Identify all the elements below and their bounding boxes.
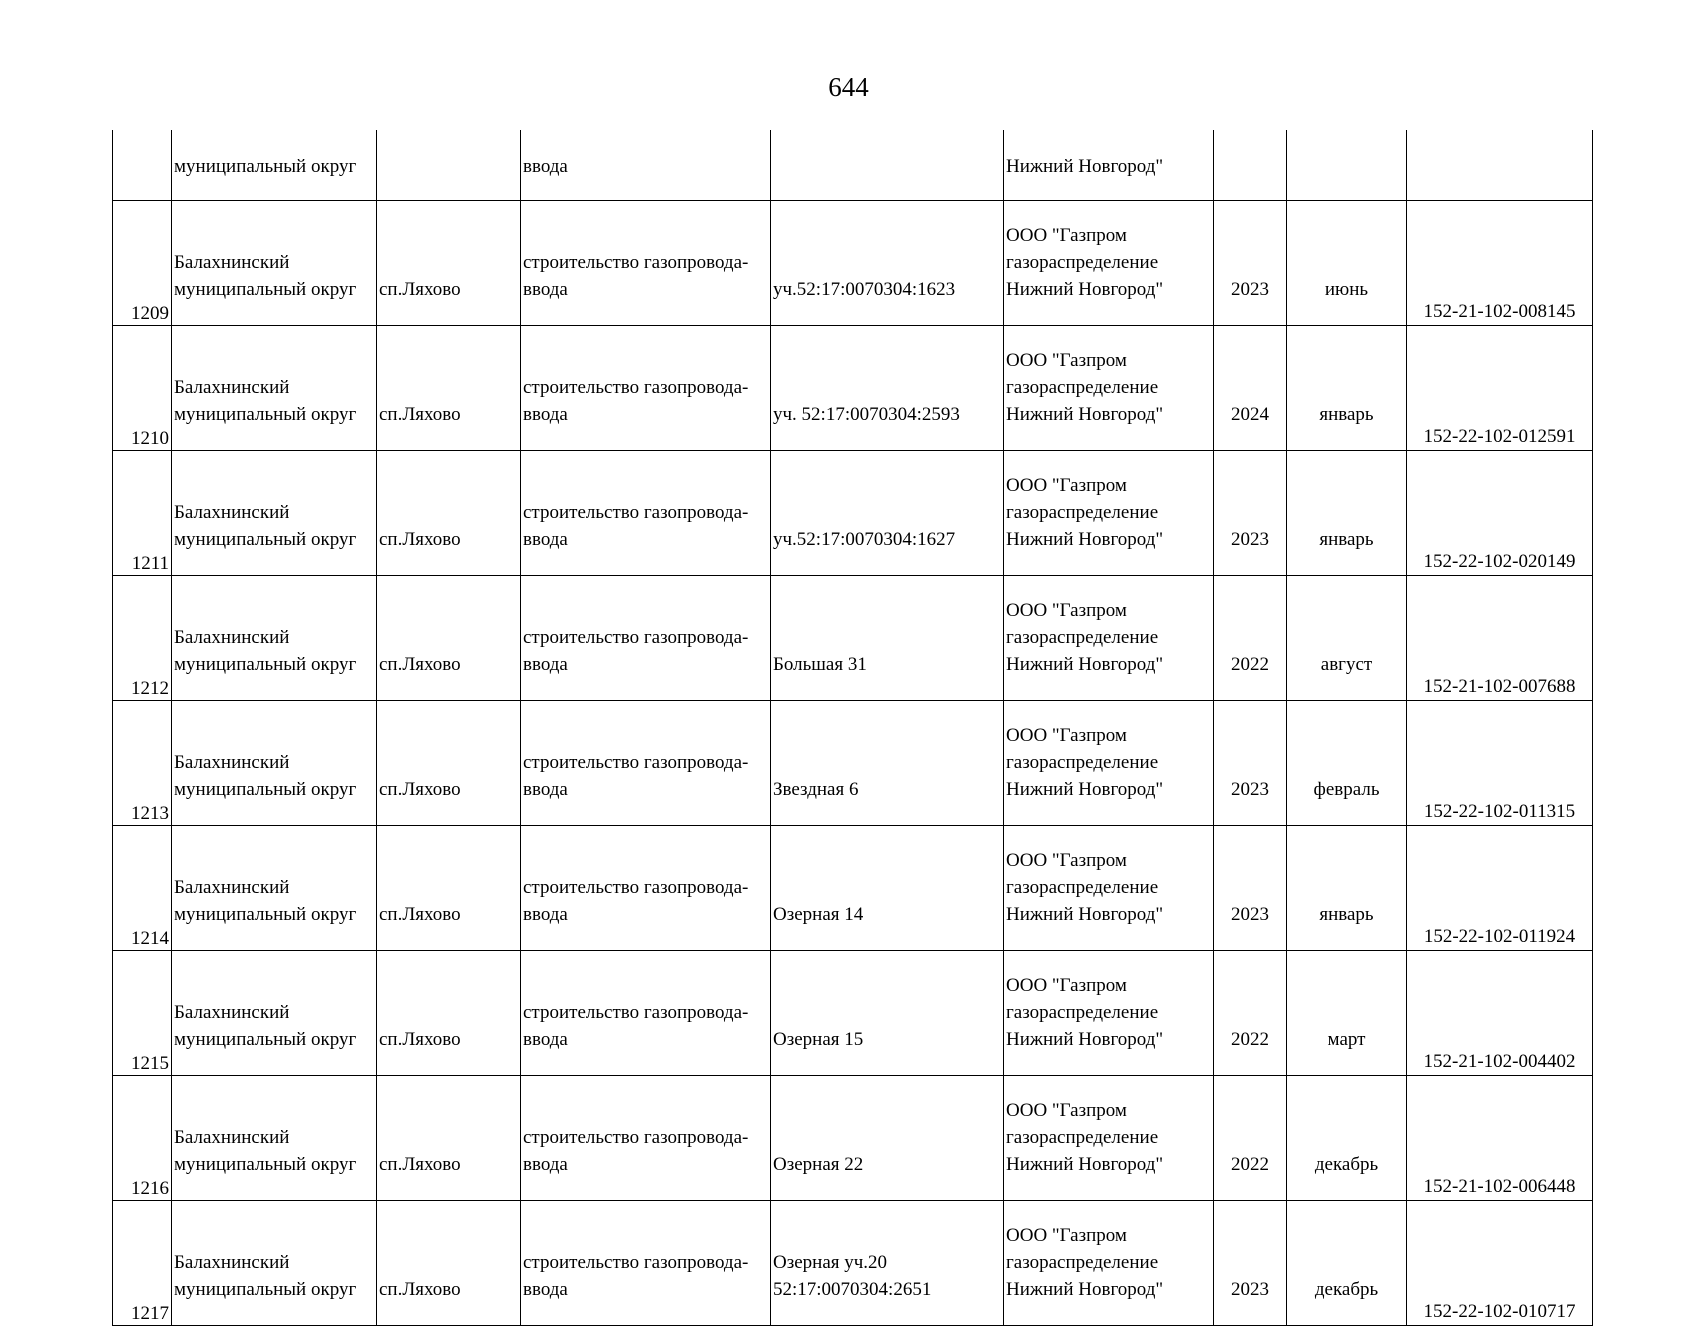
settlement-cell [377, 451, 521, 576]
organization-cell [1004, 1076, 1214, 1201]
settlement-cell [377, 201, 521, 326]
year-cell [1214, 576, 1287, 701]
table-row [113, 1201, 1593, 1326]
organization-cell-line: ООО "Газпром [1006, 350, 1127, 371]
municipality-cell [172, 951, 377, 1076]
address-cell [771, 826, 1004, 951]
code-cell [1407, 826, 1593, 951]
table-row [113, 1076, 1593, 1201]
organization-cell [1004, 326, 1214, 451]
address-cell-line: Озерная уч.20 [773, 1252, 888, 1273]
work-type-cell-line: ввода [523, 1154, 568, 1175]
municipality-cell-line: муниципальный округ [174, 1279, 357, 1300]
month-cell-line: июнь [1324, 279, 1369, 300]
organization-cell [1004, 951, 1214, 1076]
organization-cell-line: ООО "Газпром [1006, 1100, 1127, 1121]
municipality-cell-line: Балахнинский [174, 252, 290, 273]
work-type-cell: ввода [521, 130, 771, 201]
month-cell [1287, 326, 1407, 451]
municipality-cell-line: муниципальный округ [174, 654, 357, 675]
organization-cell-line: Нижний Новгород" [1006, 1029, 1164, 1050]
address-cell-line: Звездная 6 [773, 779, 859, 800]
row-number-cell-line: 1216 [131, 1178, 169, 1199]
organization-cell-line: ООО "Газпром [1006, 725, 1127, 746]
municipality-cell-line: Балахнинский [174, 1002, 290, 1023]
month-cell [1287, 201, 1407, 326]
year-cell-line: 2024 [1231, 404, 1269, 425]
organization-cell-line: Нижний Новгород" [1006, 1279, 1164, 1300]
row-number-cell-line: 1210 [131, 428, 169, 449]
address-cell-line: уч.52:17:0070304:1623 [773, 279, 956, 300]
year-cell [1214, 326, 1287, 451]
code-cell-line: 152-21-102-008145 [1423, 301, 1576, 322]
municipality-cell-line: муниципальный округ [174, 1154, 357, 1175]
year-cell-line: 2022 [1231, 1154, 1269, 1175]
municipality-cell [172, 201, 377, 326]
organization-cell-line: ООО "Газпром [1006, 975, 1127, 996]
year-cell [1214, 701, 1287, 826]
row-number-cell [113, 1201, 172, 1326]
settlement-cell [377, 326, 521, 451]
organization-cell-line: ООО "Газпром [1006, 1225, 1127, 1246]
address-cell [771, 1076, 1004, 1201]
row-number-cell [113, 826, 172, 951]
code-cell [1407, 201, 1593, 326]
work-type-cell [521, 1076, 771, 1201]
work-type-cell-line: ввода [523, 779, 568, 800]
month-cell [1287, 576, 1407, 701]
address-cell-line: Озерная 15 [773, 1029, 864, 1050]
work-type-cell-line: ввода [523, 529, 568, 550]
code-cell [1407, 576, 1593, 701]
month-cell-line: январь [1319, 529, 1374, 550]
address-cell [771, 576, 1004, 701]
row-number-cell [113, 951, 172, 1076]
month-cell-line: декабрь [1314, 1154, 1379, 1175]
row-number-cell [113, 201, 172, 326]
code-cell-line: 152-21-102-006448 [1423, 1176, 1576, 1197]
work-type-cell-line: ввода [523, 1029, 568, 1050]
work-type-cell-line: ввода [523, 904, 568, 925]
municipality-cell [172, 576, 377, 701]
municipality-cell-line: муниципальный округ [174, 404, 357, 425]
work-type-cell-line: строительство газопровода- [523, 502, 749, 523]
municipality-cell [172, 451, 377, 576]
table-row [113, 701, 1593, 826]
municipality-cell [172, 326, 377, 451]
organization-cell [1004, 201, 1214, 326]
settlement-cell [377, 576, 521, 701]
address-cell [771, 326, 1004, 451]
address-cell-line: 52:17:0070304:2651 [773, 1279, 932, 1300]
address-cell [771, 451, 1004, 576]
row-number-cell [113, 326, 172, 451]
municipality-cell-line: Балахнинский [174, 627, 290, 648]
code-cell-line: 152-21-102-004402 [1423, 1051, 1576, 1072]
code-cell [1407, 701, 1593, 826]
table-row [113, 201, 1593, 326]
settlement-cell [377, 951, 521, 1076]
row-number-cell [113, 576, 172, 701]
month-cell-line: декабрь [1314, 1279, 1379, 1300]
settlement-cell [377, 130, 521, 201]
month-cell-line: январь [1319, 904, 1374, 925]
year-cell [1214, 1076, 1287, 1201]
work-type-cell [521, 701, 771, 826]
organization-cell-line: газораспределение [1006, 377, 1159, 398]
organization-cell-line: ООО "Газпром [1006, 850, 1127, 871]
month-cell [1287, 701, 1407, 826]
year-cell [1214, 451, 1287, 576]
address-cell-line: уч.52:17:0070304:1627 [773, 529, 956, 550]
organization-cell-line: газораспределение [1006, 252, 1159, 273]
work-type-cell [521, 826, 771, 951]
table-row [113, 576, 1593, 701]
work-type-cell-line: строительство газопровода- [523, 752, 749, 773]
organization-cell-line: газораспределение [1006, 1002, 1159, 1023]
settlement-cell-line: сп.Ляхово [379, 404, 461, 425]
settlement-cell [377, 826, 521, 951]
month-cell-line: январь [1319, 404, 1374, 425]
settlement-cell-line: сп.Ляхово [379, 779, 461, 800]
code-cell [1407, 326, 1593, 451]
work-type-cell-line: ввода [523, 654, 568, 675]
settlement-cell-line: сп.Ляхово [379, 279, 461, 300]
year-cell [1214, 826, 1287, 951]
municipality-cell-line: муниципальный округ [174, 1029, 357, 1050]
work-type-cell [521, 451, 771, 576]
gas-pipeline-table [112, 130, 1593, 1326]
address-cell [771, 951, 1004, 1076]
address-cell [771, 201, 1004, 326]
page-number: 644 [828, 72, 869, 102]
table-row [113, 951, 1593, 1076]
month-cell [1287, 451, 1407, 576]
organization-cell-line: Нижний Новгород" [1006, 1154, 1164, 1175]
municipality-cell-line: Балахнинский [174, 752, 290, 773]
table-row [113, 451, 1593, 576]
organization-cell-line: газораспределение [1006, 1252, 1159, 1273]
row-number-cell-line: 1212 [131, 678, 169, 699]
year-cell-line: 2023 [1231, 529, 1269, 550]
table-row [113, 326, 1593, 451]
month-cell [1287, 1201, 1407, 1326]
organization-cell-line: ООО "Газпром [1006, 475, 1127, 496]
month-cell-line: март [1327, 1029, 1366, 1050]
municipality-cell-line: Балахнинский [174, 1127, 290, 1148]
year-cell-line: 2022 [1231, 1029, 1269, 1050]
year-cell-line: 2023 [1231, 904, 1269, 925]
row-number-cell-line: 1214 [131, 928, 169, 949]
address-cell [771, 130, 1004, 201]
month-cell [1287, 826, 1407, 951]
month-cell [1287, 130, 1407, 201]
municipality-cell-line: Балахнинский [174, 877, 290, 898]
municipality-cell-line: муниципальный округ [174, 904, 357, 925]
organization-cell-line: Нижний Новгород" [1006, 654, 1164, 675]
organization-cell-line: газораспределение [1006, 627, 1159, 648]
settlement-cell [377, 1076, 521, 1201]
settlement-cell-line: сп.Ляхово [379, 654, 461, 675]
organization-cell-line: Нижний Новгород" [1006, 404, 1164, 425]
work-type-cell-line: строительство газопровода- [523, 1252, 749, 1273]
address-cell [771, 1201, 1004, 1326]
code-cell-line: 152-22-102-011315 [1423, 801, 1576, 822]
organization-cell [1004, 1201, 1214, 1326]
settlement-cell-line: сп.Ляхово [379, 529, 461, 550]
row-number-cell [113, 130, 172, 201]
municipality-cell [172, 826, 377, 951]
municipality-cell-line: Балахнинский [174, 377, 290, 398]
month-cell [1287, 1076, 1407, 1201]
municipality-cell-line: Балахнинский [174, 502, 290, 523]
year-cell-line: 2023 [1231, 779, 1269, 800]
settlement-cell-line: сп.Ляхово [379, 1154, 461, 1175]
organization-cell-line: ООО "Газпром [1006, 600, 1127, 621]
municipality-cell [172, 1076, 377, 1201]
address-cell-line: Большая 31 [773, 654, 867, 675]
year-cell [1214, 201, 1287, 326]
work-type-cell-line: ввода [523, 1279, 568, 1300]
municipality-cell-line: Балахнинский [174, 1252, 290, 1273]
organization-cell-line: ООО "Газпром [1006, 225, 1127, 246]
organization-cell-line: Нижний Новгород" [1006, 529, 1164, 550]
code-cell [1407, 1201, 1593, 1326]
continuation-row [113, 130, 1593, 201]
row-number-cell-line: 1209 [131, 303, 169, 324]
row-number-cell [113, 1076, 172, 1201]
month-cell-line: август [1320, 654, 1373, 675]
organization-cell-line: Нижний Новгород" [1006, 279, 1164, 300]
organization-cell-line: газораспределение [1006, 1127, 1159, 1148]
organization-cell [1004, 826, 1214, 951]
year-cell-line: 2022 [1231, 654, 1269, 675]
organization-cell [1004, 576, 1214, 701]
organization-cell-line: газораспределение [1006, 877, 1159, 898]
municipality-cell: муниципальный округ [172, 130, 377, 201]
work-type-cell-line: ввода [523, 279, 568, 300]
address-cell-line: Озерная 14 [773, 904, 864, 925]
municipality-cell [172, 1201, 377, 1326]
address-cell-line: Озерная 22 [773, 1154, 864, 1175]
month-cell [1287, 951, 1407, 1076]
work-type-cell-line: строительство газопровода- [523, 1002, 749, 1023]
code-cell-line: 152-22-102-020149 [1423, 551, 1576, 572]
row-number-cell-line: 1213 [131, 803, 169, 824]
row-number-cell [113, 701, 172, 826]
organization-cell-line: Нижний Новгород" [1006, 779, 1164, 800]
work-type-cell-line: строительство газопровода- [523, 877, 749, 898]
work-type-cell [521, 326, 771, 451]
table-row [113, 826, 1593, 951]
year-cell-line: 2023 [1231, 279, 1269, 300]
settlement-cell-line: сп.Ляхово [379, 904, 461, 925]
row-number-cell [113, 451, 172, 576]
organization-cell [1004, 451, 1214, 576]
municipality-cell-line: муниципальный округ [174, 279, 357, 300]
code-cell [1407, 1076, 1593, 1201]
work-type-cell-line: ввода [523, 404, 568, 425]
organization-cell-line: газораспределение [1006, 752, 1159, 773]
organization-cell-line: газораспределение [1006, 502, 1159, 523]
row-number-cell-line: 1211 [131, 553, 169, 574]
municipality-cell [172, 701, 377, 826]
code-cell-line: 152-22-102-010717 [1423, 1301, 1576, 1322]
row-number-cell-line: 1217 [131, 1303, 169, 1324]
code-cell [1407, 130, 1593, 201]
settlement-cell [377, 1201, 521, 1326]
year-cell-line: 2023 [1231, 1279, 1269, 1300]
month-cell-line: февраль [1313, 779, 1380, 800]
settlement-cell [377, 701, 521, 826]
work-type-cell [521, 951, 771, 1076]
work-type-cell-line: строительство газопровода- [523, 377, 749, 398]
year-cell [1214, 951, 1287, 1076]
code-cell-line: 152-21-102-007688 [1423, 676, 1576, 697]
organization-cell-line: Нижний Новгород" [1006, 904, 1164, 925]
code-cell [1407, 451, 1593, 576]
code-cell-line: 152-22-102-012591 [1423, 426, 1576, 447]
municipality-cell-line: муниципальный округ [174, 779, 357, 800]
organization-cell: Нижний Новгород" [1004, 130, 1214, 201]
year-cell [1214, 1201, 1287, 1326]
work-type-cell-line: строительство газопровода- [523, 252, 749, 273]
work-type-cell-line: строительство газопровода- [523, 1127, 749, 1148]
settlement-cell-line: сп.Ляхово [379, 1029, 461, 1050]
organization-cell [1004, 701, 1214, 826]
municipality-cell-line: муниципальный округ [174, 529, 357, 550]
work-type-cell-line: строительство газопровода- [523, 627, 749, 648]
address-cell-line: уч. 52:17:0070304:2593 [773, 404, 960, 425]
work-type-cell [521, 1201, 771, 1326]
work-type-cell [521, 576, 771, 701]
code-cell [1407, 951, 1593, 1076]
row-number-cell-line: 1215 [131, 1053, 169, 1074]
work-type-cell [521, 201, 771, 326]
settlement-cell-line: сп.Ляхово [379, 1279, 461, 1300]
address-cell [771, 701, 1004, 826]
code-cell-line: 152-22-102-011924 [1423, 926, 1576, 947]
year-cell [1214, 130, 1287, 201]
